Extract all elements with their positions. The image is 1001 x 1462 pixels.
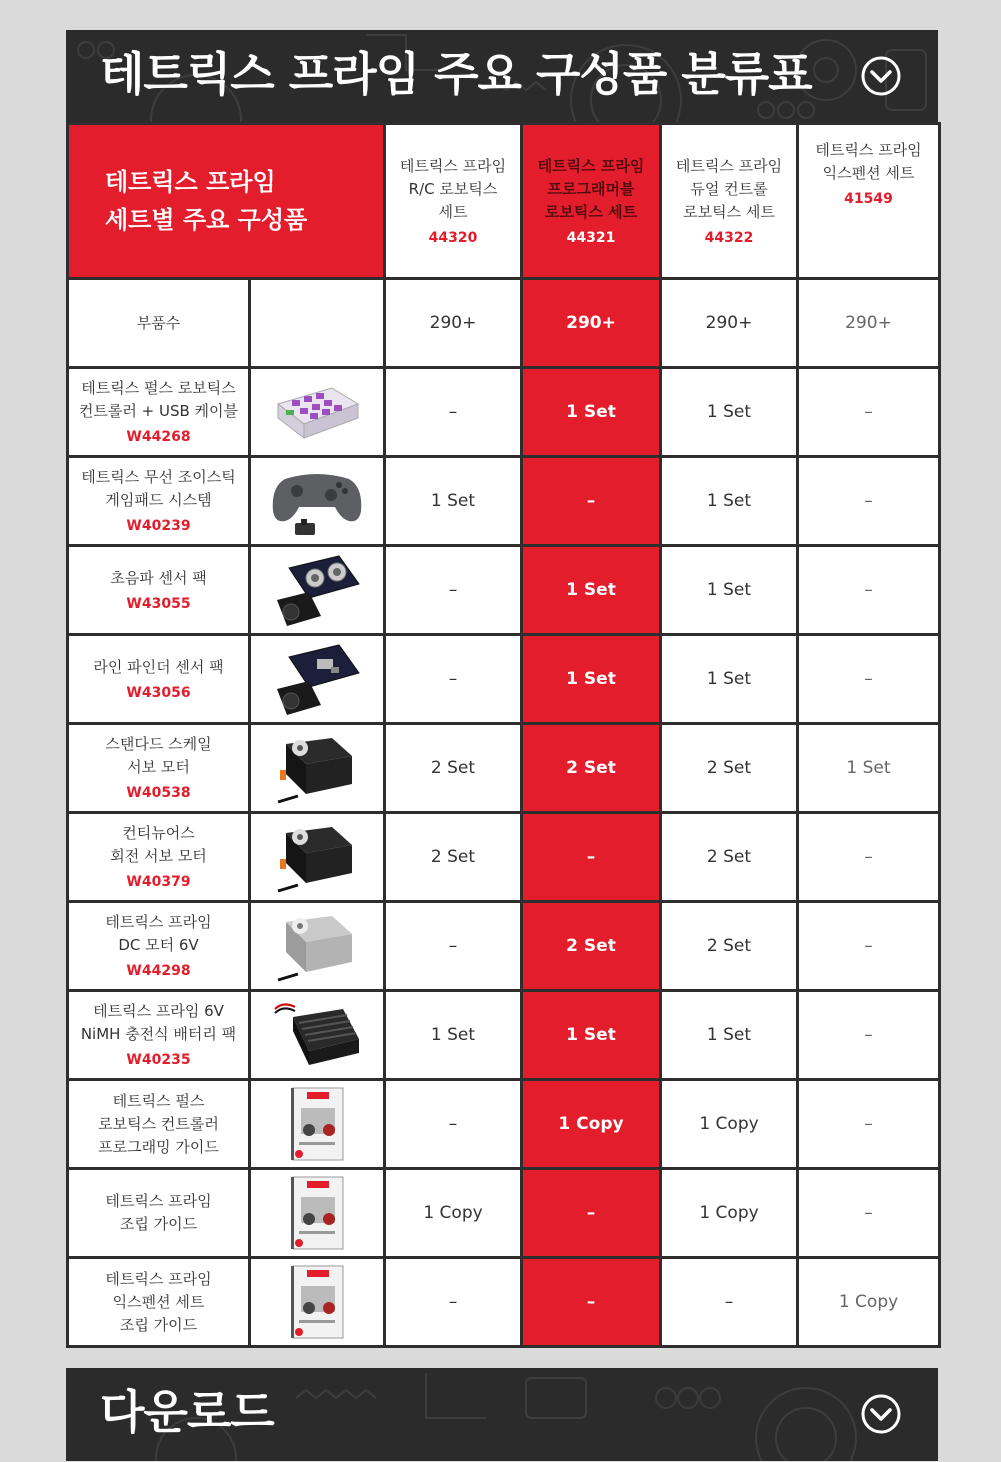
table-row	[68, 1258, 940, 1347]
value-cell: 2 Set	[385, 724, 522, 813]
component-name-line: 회전 서보 모터	[110, 847, 207, 865]
value-cell-highlight: 1 Copy	[522, 1080, 661, 1169]
value-cell: 1 Copy	[798, 1258, 940, 1347]
column-header-44322: 테트릭스 프라임 듀얼 컨트롤 로보틱스 세트 44322	[661, 124, 798, 279]
download-section-header	[66, 1368, 938, 1461]
component-code: W40538	[126, 785, 191, 801]
value-cell-highlight: 1 Set	[522, 368, 661, 457]
component-name-cell	[68, 368, 250, 457]
value-cell: –	[798, 457, 940, 546]
component-name-line: 테트릭스 프라임	[105, 913, 212, 931]
section-title: 테트릭스 프라임 주요 구성품 분류표	[100, 47, 812, 101]
value-cell-highlight: 2 Set	[522, 724, 661, 813]
value-cell: –	[798, 1080, 940, 1169]
component-name-line: 컨티뉴어스	[122, 824, 195, 842]
component-name-line: 서보 모터	[127, 758, 190, 776]
product-code: 44321	[566, 229, 616, 246]
component-name-cell	[68, 1169, 250, 1258]
component-name-line: 테트릭스 프라임	[105, 1192, 212, 1210]
table-row	[68, 991, 940, 1080]
value-cell: 1 Set	[661, 991, 798, 1080]
component-name-line: 라인 파인더 센서 팩	[93, 657, 224, 676]
value-cell-highlight: 1 Set	[522, 546, 661, 635]
component-name-line: 익스펜션 세트	[112, 1292, 205, 1311]
table-row	[68, 546, 940, 635]
value-cell: –	[385, 368, 522, 457]
table-row	[68, 1169, 940, 1258]
value-cell: 1 Copy	[385, 1169, 522, 1258]
dc-motor-icon	[254, 906, 380, 986]
comparison-section-header	[66, 30, 938, 123]
component-code: W44268	[126, 429, 191, 445]
value-cell: 290+	[385, 279, 522, 368]
value-cell-highlight: 1 Set	[522, 991, 661, 1080]
component-comparison-table	[66, 122, 938, 1334]
value-cell: 1 Set	[385, 991, 522, 1080]
battery-pack-icon	[254, 995, 380, 1075]
component-name-cell	[68, 546, 250, 635]
component-name-line: NiMH 충전식 배터리 팩	[80, 1025, 237, 1043]
continuous-servo-icon	[254, 817, 380, 897]
table-row	[68, 724, 940, 813]
value-cell: 2 Set	[661, 902, 798, 991]
value-cell: 1 Set	[661, 368, 798, 457]
value-cell: –	[798, 813, 940, 902]
component-name-line: 테트릭스 프라임 6V	[93, 1002, 224, 1020]
component-image-cell	[250, 991, 385, 1080]
chevron-down-icon[interactable]	[860, 55, 902, 97]
component-name-line: 테트릭스 펄스	[112, 1091, 205, 1110]
component-code: W44298	[126, 963, 191, 979]
value-cell: –	[798, 902, 940, 991]
component-image-cell	[250, 546, 385, 635]
value-cell: 1 Set	[661, 546, 798, 635]
value-cell: –	[385, 546, 522, 635]
component-image-cell	[250, 1258, 385, 1347]
component-image-cell	[250, 902, 385, 991]
component-name-line: 초음파 센서 팩	[110, 568, 207, 587]
component-name-line: 조립 가이드	[119, 1215, 198, 1233]
value-cell: –	[798, 635, 940, 724]
component-name-cell	[68, 1258, 250, 1347]
table-row	[68, 635, 940, 724]
component-name-line: 컨트롤러 + USB 케이블	[78, 402, 239, 420]
value-cell-highlight: –	[522, 457, 661, 546]
component-name-line: 테트릭스 무선 조이스틱	[81, 468, 236, 486]
table-row	[68, 902, 940, 991]
component-image-cell	[250, 724, 385, 813]
value-cell: –	[385, 902, 522, 991]
value-cell: –	[661, 1258, 798, 1347]
servo-motor-icon	[254, 728, 380, 808]
column-header-41549: 테트릭스 프라임 익스펜션 세트 41549	[798, 124, 940, 279]
product-code: 41549	[844, 191, 893, 207]
component-image-cell	[250, 457, 385, 546]
component-name-line: 스탠다드 스케일	[105, 735, 212, 753]
component-name-line: 테트릭스 프라임	[105, 1269, 212, 1288]
component-name-cell	[68, 457, 250, 546]
ultrasonic-sensor-icon	[254, 550, 380, 630]
value-cell: 1 Set	[385, 457, 522, 546]
table-row	[68, 1080, 940, 1169]
component-image-cell	[250, 813, 385, 902]
chevron-down-icon[interactable]	[860, 1393, 902, 1435]
value-cell: 2 Set	[385, 813, 522, 902]
guide-book-icon	[254, 1173, 380, 1253]
component-name-cell	[68, 902, 250, 991]
value-cell-highlight: –	[522, 813, 661, 902]
value-cell: 1 Copy	[661, 1169, 798, 1258]
component-name-line: 프로그래밍 가이드	[98, 1137, 219, 1156]
component-code: W40239	[126, 518, 191, 534]
value-cell-highlight: –	[522, 1258, 661, 1347]
value-cell: 1 Set	[798, 724, 940, 813]
value-cell: 1 Set	[661, 635, 798, 724]
value-cell-highlight: 2 Set	[522, 902, 661, 991]
guide-book-icon	[254, 1262, 380, 1342]
component-name-line: 로보틱스 컨트롤러	[98, 1114, 219, 1133]
value-cell: 2 Set	[661, 724, 798, 813]
line-finder-sensor-icon	[254, 639, 380, 719]
image-cell-empty	[250, 279, 385, 368]
component-name-cell	[68, 1080, 250, 1169]
table-row	[68, 457, 940, 546]
value-cell: –	[385, 1258, 522, 1347]
guide-book-icon	[254, 1084, 380, 1164]
value-cell: –	[798, 1169, 940, 1258]
component-code: W43055	[126, 595, 191, 612]
product-code: 44320	[428, 229, 478, 246]
value-cell: –	[385, 1080, 522, 1169]
component-name-cell	[68, 635, 250, 724]
value-cell: –	[798, 368, 940, 457]
row-label: 부품수	[68, 279, 250, 368]
value-cell: 1 Set	[661, 457, 798, 546]
table-row-part-count	[68, 279, 940, 368]
component-name-cell	[68, 991, 250, 1080]
component-image-cell	[250, 1169, 385, 1258]
product-code: 44322	[704, 229, 754, 246]
section-title: 다운로드	[100, 1385, 274, 1439]
value-cell: 290+	[661, 279, 798, 368]
value-cell-highlight: 1 Set	[522, 635, 661, 724]
component-name-cell	[68, 813, 250, 902]
value-cell: –	[385, 635, 522, 724]
table-corner-title: 테트릭스 프라임 세트별 주요 구성품	[68, 124, 385, 279]
value-cell: –	[798, 991, 940, 1080]
value-cell-highlight: –	[522, 1169, 661, 1258]
table-row	[68, 368, 940, 457]
component-code: W40235	[126, 1052, 191, 1068]
component-image-cell	[250, 1080, 385, 1169]
component-image-cell	[250, 368, 385, 457]
component-name-line: 게임패드 시스템	[105, 491, 212, 509]
component-code: W40379	[126, 874, 191, 890]
column-header-44321: 테트릭스 프라임 프로그래머블 로보틱스 세트 44321	[522, 124, 661, 279]
value-cell: –	[798, 546, 940, 635]
component-name-line: 테트릭스 펄스 로보틱스	[81, 379, 236, 397]
controller-board-icon	[254, 380, 380, 444]
gamepad-icon	[254, 461, 380, 541]
table-row	[68, 813, 940, 902]
value-cell: 2 Set	[661, 813, 798, 902]
value-cell-highlight: 290+	[522, 279, 661, 368]
component-code: W43056	[126, 684, 191, 701]
column-header-44320: 테트릭스 프라임 R/C 로보틱스 세트 44320	[385, 124, 522, 279]
value-cell: 1 Copy	[661, 1080, 798, 1169]
component-name-line: 조립 가이드	[119, 1315, 198, 1334]
component-name-line: DC 모터 6V	[118, 936, 199, 954]
component-name-cell	[68, 724, 250, 813]
value-cell: 290+	[798, 279, 940, 368]
component-image-cell	[250, 635, 385, 724]
